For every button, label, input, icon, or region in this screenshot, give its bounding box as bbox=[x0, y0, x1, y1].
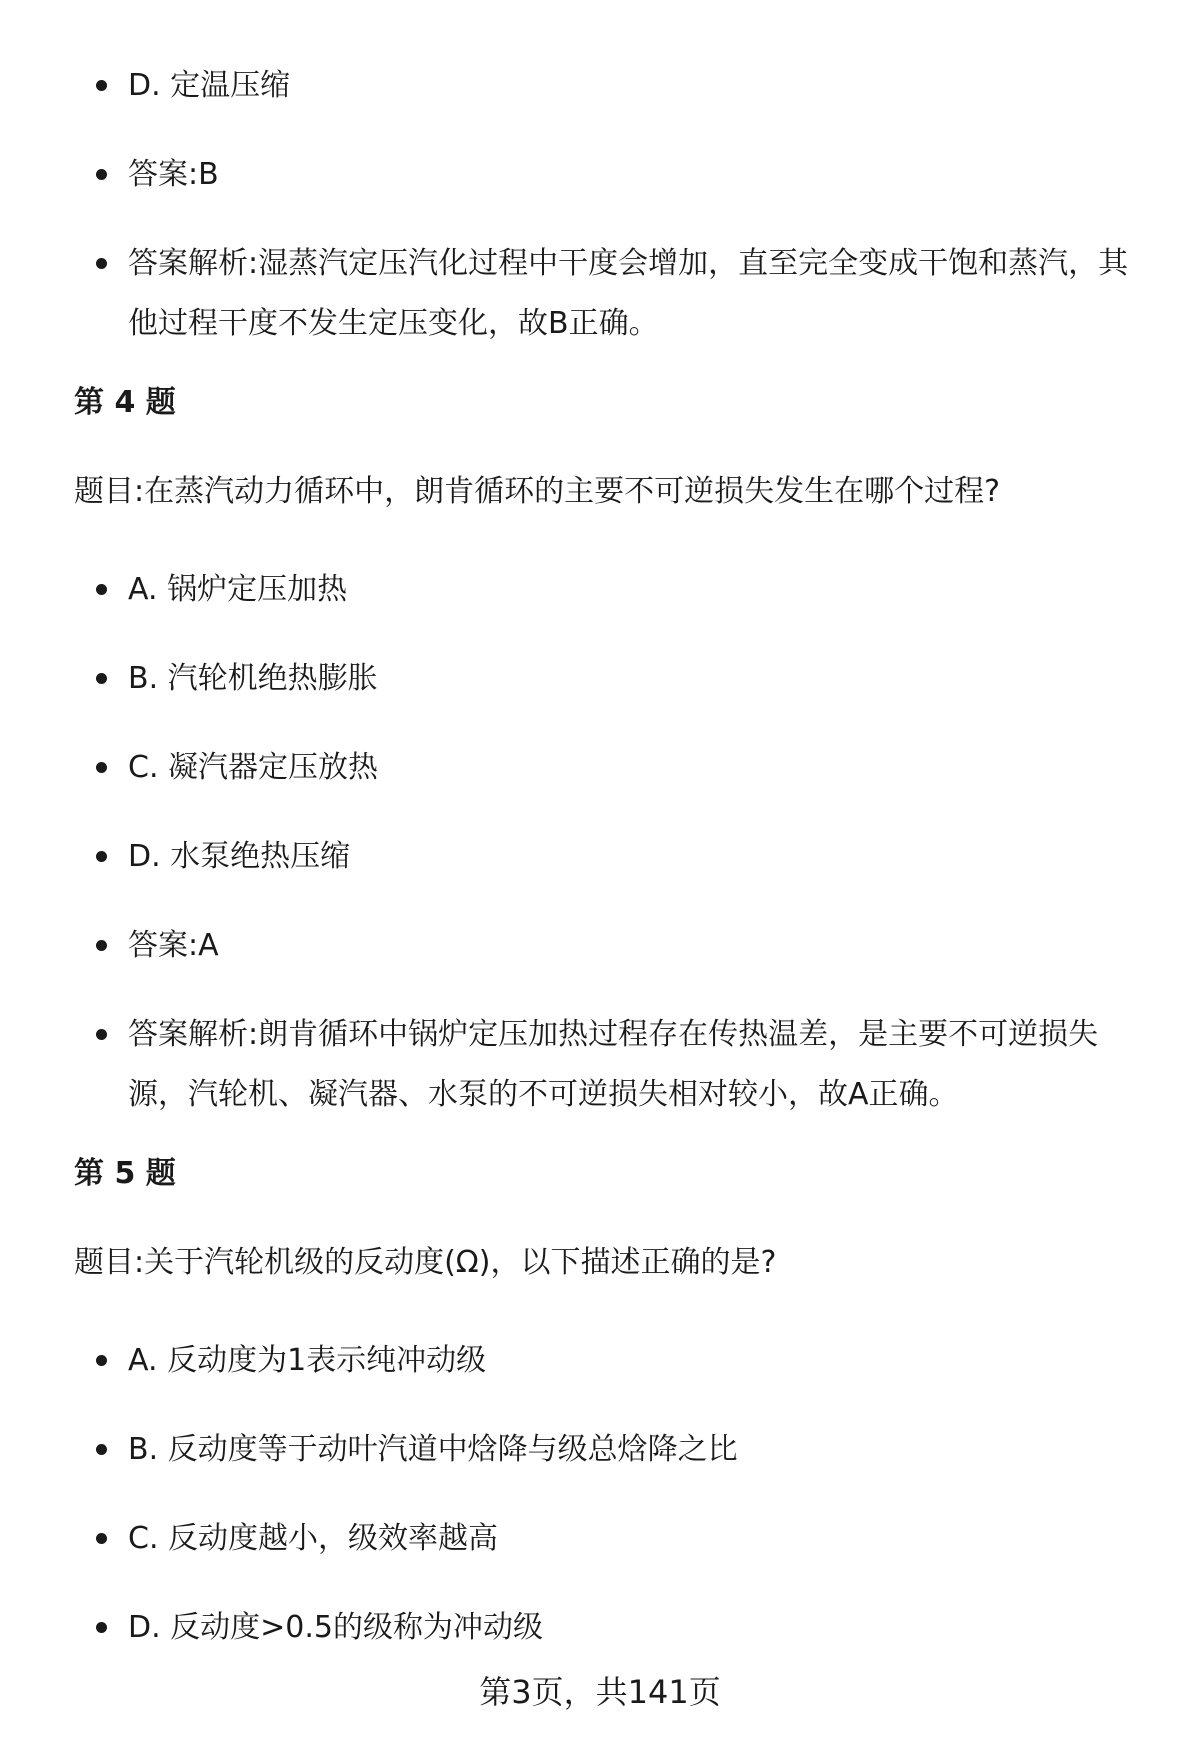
question-items bbox=[74, 560, 1154, 1125]
option-d: D. 定温压缩 bbox=[74, 56, 1154, 116]
question-heading: 第 5 题 bbox=[74, 1156, 176, 1191]
question-4 bbox=[74, 383, 1154, 1125]
q3-tail-list bbox=[74, 56, 1154, 354]
answer-explanation: 答案解析:朗肯循环中锅炉定压加热过程存在传热温差，是主要不可逆损失源，汽轮机、凝汽器、水泵的不可逆损失相对较小，故A正确。 bbox=[74, 1005, 1154, 1125]
question-items bbox=[74, 1331, 1154, 1658]
answer-explanation: 答案解析:湿蒸汽定压汽化过程中干度会增加，直至完全变成干饱和蒸汽，其他过程干度不发生定压变化，故B正确。 bbox=[74, 234, 1154, 354]
option-c: C. 反动度越小，级效率越高 bbox=[74, 1509, 1154, 1569]
option-d: D. 水泵绝热压缩 bbox=[74, 827, 1154, 887]
option-b: B. 反动度等于动叶汽道中焓降与级总焓降之比 bbox=[74, 1420, 1154, 1480]
question-5 bbox=[74, 1154, 1154, 1658]
option-a: A. 锅炉定压加热 bbox=[74, 560, 1154, 620]
option-d: D. 反动度>0.5的级称为冲动级 bbox=[74, 1598, 1154, 1658]
option-c: C. 凝汽器定压放热 bbox=[74, 738, 1154, 798]
page-number-footer: 第3页，共141页 bbox=[479, 1673, 721, 1711]
answer: 答案:B bbox=[74, 145, 1154, 205]
option-b: B. 汽轮机绝热膨胀 bbox=[74, 649, 1154, 709]
option-a: A. 反动度为1表示纯冲动级 bbox=[74, 1331, 1154, 1391]
question-heading: 第 4 题 bbox=[74, 385, 176, 420]
page-content bbox=[74, 56, 1154, 1687]
question-text: 题目:在蒸汽动力循环中，朗肯循环的主要不可逆损失发生在哪个过程? bbox=[74, 474, 1001, 509]
answer: 答案:A bbox=[74, 916, 1154, 976]
question-text: 题目:关于汽轮机级的反动度(Ω)，以下描述正确的是? bbox=[74, 1245, 777, 1280]
